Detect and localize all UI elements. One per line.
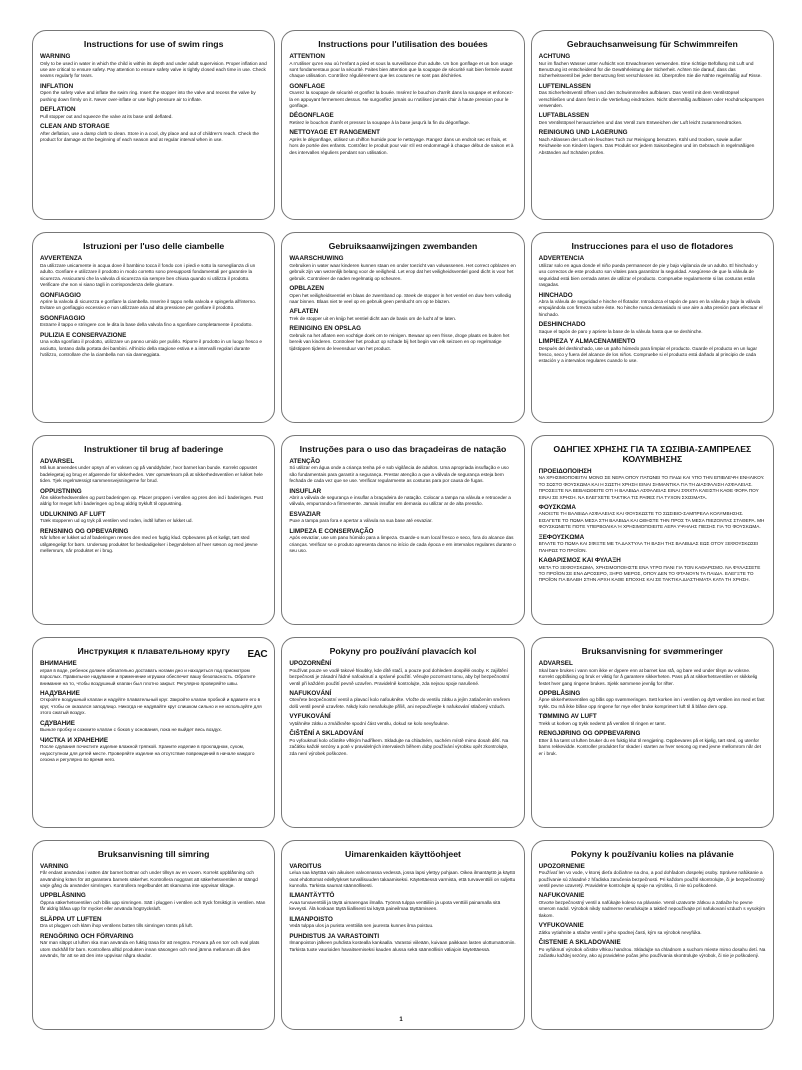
section-body: Zátku vytiahnite a stlačte ventil v jeho spodnej časti, kým sa výrobok nevyfúka. xyxy=(538,929,702,935)
section-body: Nur im flachen Wasser unter Aufsicht von Erwachsenen verwenden. Eine richtige Befüllung mit Luft und Benutzung ist entscheidend für die Gewährleistung der Sicherheit. Achten Sie darauf, dass das Sicherheitsventil bei jeder Benutzung fest verschlossen ist. Überprüfen Sie die Nähte regelmäßig auf Risse. xyxy=(538,60,762,79)
section-body: Må kun anvendes under opsyn af en voksen og på vanddybder, hvor barnet kan bunde. Korrekt oppustet badelegetøj og brug er afgørende for sikkerheden. Vær opmærksom på at sikkerhedsventilen er lukket hele tiden. Tjek regelmæssigt sammensvejsningerne for brud. xyxy=(40,465,263,484)
section-body: Používat pouze ve vodě takové hloubky, kde dítě stačí, a pouze pod dohledem dospělé osoby. K zajištění bezpečnosti je zásadní řádné nafouknutí a správné použití. Věnujte pozornost tomu, aby byl bezpečnostní ventil při každém použití pevně uzavřen. Pravidelně kontrolujte, zda nejsou spoje narušené. xyxy=(289,667,510,686)
section-heading: ADVARSEL xyxy=(538,660,573,668)
section-body: Una volta sgonfiato il prodotto, utilizzare un panno umido per pulirlo. Riporre il prodotto in un luogo fresco e asciutto, lontano dalla portata dei bambini. All'inizio della stagione estiva e a intervalli regolari durante l'utilizzo, controllare che la ciambella non sia danneggiata. xyxy=(40,339,263,358)
panel-header xyxy=(40,849,267,859)
panel-header xyxy=(539,444,766,464)
section-heading: NETTOYAGE ET RANGEMENT xyxy=(289,129,380,137)
section-body: Das Sicherheitsventil öffnen und den Schwimmreifen aufblasen. Das Ventil mit dem Ventilstöpsel verschließen und dann fest in die Vertiefung eindrücken. Nicht übermäßig aufblasen oder Hochdruckpumpen verwenden. xyxy=(538,90,765,109)
section-heading: LUFTEINLASSEN xyxy=(538,82,591,90)
section-heading: ATENÇÃO xyxy=(289,457,320,465)
section-heading: INSUFLAR xyxy=(289,487,322,495)
section-heading: VYFUKOVANIE xyxy=(538,922,584,930)
section-body: Aprire la valvola di sicurezza e gonfiare la ciambella. Inserire il tappo nella valvola e spingerla all'interno. Evitare un gonfiaggio eccessivo e non utilizzare aria ad alta pressione per gonfiare il prodotto. xyxy=(40,299,257,311)
section-heading: REINIGUNG UND LAGERUNG xyxy=(538,129,628,137)
section-heading: DESHINCHADO xyxy=(538,321,586,329)
section-body: Ouvrez la soupape de sécurité et gonflez la bouée. Insérez le bouchon d'arrêt dans la soupape et enfoncez-la en appuyant fermement dessus. Ne surgonflez jamais ou n'utilisez jamais d'air à haute pression pour le gonflage. xyxy=(289,90,514,109)
panel-header xyxy=(40,444,267,454)
section-heading: DÉGONFLAGE xyxy=(289,112,334,120)
section-heading: ADVARSEL xyxy=(40,457,75,465)
section-heading: DEFLATION xyxy=(40,106,76,114)
section-heading: OPPBLÅSING xyxy=(538,689,581,697)
section-heading: ČIŠTĚNÍ A SKLADOVÁNÍ xyxy=(289,730,364,738)
section-body: Só utilizar em água onde a criança tenha pé e sob vigilância de adultos. Uma apropriada insuflação e uso são fundamentais para garantir a segurança. Prestar atenção a que a válvula de segurança esteja bem fechada de cada vez que se use. Verificar regularmente as costuras para por causa de fugas. xyxy=(289,465,509,484)
section-body: Otvorte bezpečnostný ventil a nafúkajte koleso na plávanie. Ventil uzatvorte zátkou a zatlačte ho pevne smerom nadol. Výrobok nikdy nadmerne nenafukujte a taktiež nepoužívajte pri nafukovaní vzduch s vysokým tlakom. xyxy=(538,899,766,918)
section-heading: NAFUKOVANIE xyxy=(538,892,585,900)
section-body: Puxe a tampa para fora e apertar a válvula na sua base até esvaziar. xyxy=(289,518,433,524)
panel-title: ΟΔΗΓΙΕΣ ΧΡΗΣΗΣ ΓΙΑ ΤΑ ΣΩΣΙΒΙΑ-ΣΑΜΠΡΕΛΕΣ ΚΟΛΥΜΒΗΣΗΣ xyxy=(553,443,752,464)
panel-header xyxy=(289,646,516,656)
instruction-panel xyxy=(32,435,275,625)
section-body: Otevřete bezpečnostní ventil a plavací kolo nafoukněte. Vložte do ventilu zátku a jejím zatlačením směrem dolů ventil pevně uzavřete. Nikdy kolo nenafukujte příliš, ani nepoužívejte k nafukování stlačený vzduch. xyxy=(289,697,511,709)
section-body: När man släppt ut luften ska man använda en fuktig trasa för att rengöra. Förvara på en torr och sval plats utom räckhåll för barn. Kontrollera alltid produkten innan säsongen och med jämna mellanrum då den används, för att se att den inte uppvisar några skador. xyxy=(40,940,260,958)
section-body: Después del deshinchado, use un paño húmedo para limpiar el producto. Guarde el producto en un lugar fresco, seco y fuera del alcance de los niños. Compruebe si el producto está dañado al principio de cada estación y a intervalos regulares cuando lo use. xyxy=(538,345,758,364)
panel-header xyxy=(40,39,267,49)
panel-title: Gebruiksaanwijzingen zwembanden xyxy=(328,241,478,252)
panel-title: Pokyny pro používání plavacích kol xyxy=(329,646,477,657)
section-body: Vytáhněte zátku a zmáčkněte spodní část ventilu, dokud se kolo nevyfoukne. xyxy=(289,720,449,726)
instruction-panel xyxy=(32,840,275,1030)
instruction-panel xyxy=(281,840,524,1030)
section-body: Retirez le bouchon d'arrêt et pressez la soupape à la base jusqu'à la fin du dégonflage. xyxy=(289,119,470,125)
panel-header xyxy=(539,241,766,251)
section-body: ΒΓΑΛΤΕ ΤΟ ΠΩΜΑ ΚΑΙ ΣΦΙΞΤΕ ΜΕ ΤΑ ΔΑΧΤΥΛΑ ΤΗ ΒΑΣΗ ΤΗΣ ΒΑΛΒΙΔΑΣ ΕΩΣ ΟΤΟΥ ΞΕΦΟΥΣΚΩΣΕΙ ΠΛΗΡΩΣ ΤΟ ΠΡΟΪΟΝ. xyxy=(538,541,759,553)
instruction-panel xyxy=(531,435,774,625)
instruction-panel xyxy=(531,232,774,422)
section-heading: VAROITUS xyxy=(289,862,322,870)
section-heading: ATTENTION xyxy=(289,53,325,60)
section-body: Etter å ha tømt ut luften bruker du en fuktig klut til rengjøring. Oppbevares på et kjølig, tørt sted, og utenfor barns rekkevidde. Kontroller produktet for skader i starten av hver sesong og med jevne mellomrom når det er i bruk. xyxy=(538,737,761,756)
instruction-panel xyxy=(531,840,774,1030)
section-body: Abra la válvula de seguridad e hinche el flotador. Introduzca el tapón de paro en la válvula y baje la válvula empujándola con firmeza sobre éste. No hinche nunca demasiado ni use aire a alta presión para efectuar el hinchado. xyxy=(538,299,763,317)
section-body: Après le dégonflage, utilisez un chiffon humide pour le nettoyage. Rangez dans un endroit sec et frais, et hors de portée des enfants. Contrôlez le produit pour voir s'il est endommagé à chaque début de saison et à des intervalles réguliers pendant son utilisation. xyxy=(289,136,514,155)
section-body: Da utilizzare unicamente in acqua dove il bambino tocca il fondo con i piedi e sotto la sorveglianza di un adulto. Gonfiare e utilizzare il prodotto in modo corretto sono presupposti fondamentali per garantire la sicurezza. Assicurarsi che la valvola di sicurezza sia sempre ben chiusa quando si utilizza il prodotto. Verificare che non vi siano tagli in corrispondenza delle giunture. xyxy=(40,262,256,288)
panel-title: Bruksanvisning till simring xyxy=(97,848,210,859)
instruction-panel xyxy=(281,637,524,827)
section-body: A n'utiliser qu'en eau où l'enfant a pied et sous la surveillance d'un adulte. Un bon gonflage et un bon usage sont fondamentaux pour la sécurité. Faites bien attention que la soupape de sécurité soit bien fermée avant chaque utilisation. Contrôlez régulièrement que les coutures ne sont pas déchirées. xyxy=(289,60,513,79)
section-body: Avaa turvaventtiili ja täytä uimarengas ilmalla. Työnnä tulppa venttiiliin ja upota venttiili painamalla sitä keveysti. Älä koskaan täytä liiallisesti tai käytä paineilmaa täyttämiseen. xyxy=(289,899,501,912)
section-heading: REINIGING EN OPSLAG xyxy=(289,325,362,333)
section-heading: GONFLAGE xyxy=(289,82,326,90)
section-heading: UDLUKNING AF LUFT xyxy=(40,510,106,518)
section-body: Åbn sikkerhedsventilen og pust baderingen op. Placer proppen i ventilen og pres den ind i baderingen. Pust aldrig for meget luft i baderingen og brug aldrig trykluft til oppustning. xyxy=(40,495,264,507)
section-body: Používať len vo vode, v ktorej dieťa dočiahne na dno, a pod dohľadom dospelej osoby. Správne nafúkanie a používanie sú zásadné z hľadiska zaručenia bezpečnosti. Pri každom použití skontrolujte, či je bezpečnostný ventil pevne uzavretý. Pravidelne kontrolujte aj spoje na výrobku, či nie sú poškodené. xyxy=(538,870,765,888)
section-body: Ilmanpoiston jälkeen puhdista kostealla kankaalla. Varastoi viileään, kuivaan paikkaan lasten ulottumattomiin. Tarkista tuote vaurioiden havaitsemiseksi kauden alussa sekä säännöllisin väliajoin käytettäessä. xyxy=(289,940,516,952)
section-heading: UPPBLÅSNING xyxy=(40,892,86,900)
panel-title: Instructions pour l'utilisation des bouées xyxy=(318,39,488,49)
section-heading: NAFUKOVÁNÍ xyxy=(289,689,332,697)
panel-title: Istruzioni per l'uso delle ciambelle xyxy=(83,241,225,252)
panel-title: Uimarenkaiden käyttöohjeet xyxy=(345,848,461,859)
section-heading: LIMPEZA E CONSERVAÇÃO xyxy=(289,527,374,535)
section-heading: ILMANTÄYTTÖ xyxy=(289,892,335,900)
section-heading: INFLATION xyxy=(40,82,74,90)
panel-title: Pokyny k používaniu kolies na plávanie xyxy=(570,848,734,859)
panel-header xyxy=(539,646,766,656)
section-body: После сдувания почистите изделие влажной тряпкой. Храните изделие в прохладном, сухом, недоступном для детей месте. Проверяйте изделие на отсутствие повреждений в начале каждого сезона и регулярно во время него. xyxy=(40,744,255,762)
section-heading: WARNING xyxy=(40,53,71,60)
section-body: играя в воде, ребенок должен обязательно доставать ногами дно и находиться под присмотром взрослых. Правильное надувание и применение игрушки обеспечит вашу безопасность. Обратите внимание на то, чтобы воздушный клапан был плотно закрыт. Регулярно проверяйте швы. xyxy=(40,667,256,686)
section-heading: AFLATEN xyxy=(289,308,319,316)
section-heading: ESVAZIAR xyxy=(289,510,321,518)
section-body: Po vyfouknutí kolo očistěte vlhkým hadříkem. Skladujte na chladném, suchém místě mimo dosah dětí. Na začátku každé sezóny a poté v pravidelných intervalech během doby používání výrobku opět zkontrolujte, zda není výrobek poškozen. xyxy=(289,737,509,756)
panel-title: Инструкция к плавательному кругу xyxy=(77,646,230,657)
section-body: Når luften er lukket ud af baderingen renses den med en fugtig klud. Opbevares på et køligt, tørt sted utilgængeligt for børn. Undersøg produktet for beskadigelser i begyndelsen af hver sæson og med jævne mellemrum, når produktet er i brug. xyxy=(40,535,258,554)
section-body: Dra ut pluggen och kläm ihop ventilens botten tills simringen tömts på luft. xyxy=(40,923,193,929)
panel-title: Instruktioner til brug af baderinge xyxy=(84,443,224,454)
section-body: Saque el tapón de paro y apriete la base de la válvula hasta que se deshinche. xyxy=(538,328,703,334)
section-body: Trek de stopper uit en knijp het ventiel dicht aan de basis om de lucht af te laten. xyxy=(289,315,457,321)
panel-header xyxy=(539,849,766,859)
panel-title: Instruções para o uso das braçadeiras de natação xyxy=(299,443,507,454)
section-heading: СДУВАНИЕ xyxy=(40,719,75,727)
section-heading: VARNING xyxy=(40,862,69,870)
instruction-panel xyxy=(281,30,524,220)
section-heading: PUHDISTUS JA VARASTOINTI xyxy=(289,932,380,940)
section-heading: VYFUKOVÁNÍ xyxy=(289,713,331,721)
section-heading: ΠΡΟΕΙΔΟΠΟΙΗΣΗ xyxy=(538,467,592,475)
section-heading: AVVERTENZA xyxy=(40,255,83,263)
section-body: Po vyfúknutí výrobok očistite vlhkou handrou. Skladujte na chladnom a suchom mieste mimo dosahu detí. Na začiatku každej sezóny, ako aj pravidelne počas jeho používania skontrolujte výrobok, či nie je poškodený. xyxy=(538,946,766,958)
section-body: Åpne sikkerhetsventilen og blås opp svømmeringen. Sett korken inn i ventilen og dytt ventilen inn med et fast trykk. Du må ikke blåse opp ringene for mye eller bruke komprimert luft til å blåse dem opp. xyxy=(538,697,765,709)
instruction-panel xyxy=(281,232,524,422)
panel-header xyxy=(40,241,267,251)
section-heading: НАДУВАНИЕ xyxy=(40,689,80,697)
section-heading: ЧИСТКА И ХРАНЕНИЕ xyxy=(40,736,109,744)
instruction-panel xyxy=(531,30,774,220)
instruction-panel xyxy=(32,637,275,827)
section-body: Lelua saa käyttää vain aikuisen valvonnassa vedessä, jossa lapsi ylettyy pohjaan. Oikea ilmantäyttö ja käyttö ovat ehdottomat edellytykset turvallisuuden takaamiseksi. Käytettäessä varmista, että turvaventtiili on suljettu kunnolla. Tarkista saumat säännöllisesti. xyxy=(289,870,516,888)
panel-header xyxy=(289,849,516,859)
section-heading: ΦΟΥΣΚΩΜΑ xyxy=(538,503,576,511)
panel-header xyxy=(40,646,268,660)
section-body: Выньте пробку и сожмите клапан с боков у основания, пока не выйдет весь воздух. xyxy=(40,727,223,733)
section-heading: LIMPIEZA Y ALMACENAMIENTO xyxy=(538,338,636,346)
section-body: Træk stopperen ud og tryk på ventilen ved roden, indtil luften er lukket ud. xyxy=(40,518,193,524)
section-heading: OPBLAZEN xyxy=(289,285,324,293)
section-body: After deflation, use a damp cloth to clean. Store in a cool, dry place and out of children's reach. Check the product for damage at the beginning of each season and at regular interval when in use. xyxy=(40,130,259,142)
section-body: Gebruik na het aflaten een vochtige doek om te reinigen. Bewaar op een frisse, droge plaats en buiten het bereik van kinderen. Controleer het product op schade bij het begin van elk seizoen en op regelmatige tijdstippen tijdens de levensduur van het product. xyxy=(289,332,510,351)
section-heading: ILMANPOISTO xyxy=(289,915,333,923)
instruction-panel xyxy=(32,30,275,220)
section-heading: GONFIAGGIO xyxy=(40,291,81,299)
section-heading: ČISTENIE A SKLADOVANIE xyxy=(538,938,621,946)
section-heading: ΚΑΘΑΡΙΣΜΟΣ ΚΑΙ ΦΥΛΑΞΗ xyxy=(538,556,621,564)
section-body: Utilizar solo en agua donde el niño pueda permanecer de pie y bajo vigilancia de un adulto. El hinchado y uso correctos de este producto son vitales para garantizar la seguridad. Asegúrese de que la válvula de seguridad está bien cerrada antes de utilizar el producto. Compruebe regularmente si las costuras están rasgadas. xyxy=(538,262,758,288)
section-body: Den Ventilstöpsel herausziehen und das Ventil zum Entweichen der Luft leicht zusammendrücken. xyxy=(538,119,743,125)
section-heading: TØMMING AV LUFT xyxy=(538,713,597,721)
panel-header xyxy=(539,39,766,49)
section-heading: RENGJØRING OG OPPBEVARING xyxy=(538,730,641,738)
section-body: Vedä tulppa ulos ja purista venttiiliä sen juuresta kunnes ilma poistuu. xyxy=(289,923,434,929)
section-heading: HINCHADO xyxy=(538,291,573,299)
section-heading: ADVERTENCIA xyxy=(538,255,585,263)
section-heading: LUFTABLASSEN xyxy=(538,112,589,120)
section-body: Pull stopper out and squeeze the valve at its base until deflated. xyxy=(40,113,173,119)
panel-header xyxy=(289,444,516,454)
section-heading: SGONFIAGGIO xyxy=(40,314,86,322)
panel-header xyxy=(289,39,516,49)
section-heading: WAARSCHUWING xyxy=(289,255,344,263)
section-heading: CLEAN AND STORAGE xyxy=(40,122,110,130)
section-body: Only to be used in water in which the child is within its depth and under adult supervision. Proper inflation and use are critical to ensure safety. Pay attention to ensure safety valve is tightly closed each time in use. Check seams regularly for tears. xyxy=(40,60,267,79)
section-heading: ВНИМАНИЕ xyxy=(40,660,77,668)
section-body: Abrir a válvula de segurança e insuflar a braçadeira de natação. Colocar a tampa na válvula e retroceder a válvula, empurrando-a firmemente. Jamais insuflar em demasia ou utilizar ar de alta pressão. xyxy=(289,495,511,507)
section-body: Nach Ablassen der Luft ein feuchtes Tuch zur Reinigung benutzen. Kühl und trocken, sowie außer Reichweite von Kindern lagern. Das Produkt vor jedem Saisonbeginn und im Gebrauch in regelmäßigen Abständen auf Schäden prüfen. xyxy=(538,136,755,155)
eac-mark-icon: EAC xyxy=(247,648,268,660)
panel-title: Bruksanvisning for svømmeringer xyxy=(581,646,724,657)
section-body: Estrarre il tappo e stringere con le dita la base della valvola fino a sgonfiare completamente il prodotto. xyxy=(40,322,253,328)
page-number: 1 xyxy=(399,1017,403,1023)
section-heading: UPOZORNENIE xyxy=(538,862,585,870)
section-heading: RENGÖRING OCH FÖRVARING xyxy=(40,932,134,940)
section-heading: ACHTUNG xyxy=(538,53,571,60)
section-heading: UPOZORNĚNÍ xyxy=(289,660,332,668)
section-body: Open the safety valve and inflate the swim ring. Insert the stopper into the valve and recess the valve by pushing down firmly on it. Never over-inflate or use high pressure air to inflate. xyxy=(40,90,256,102)
section-body: Gebruiken in water waar kinderen kunnen staan en onder toezicht van volwassenen. Het correct opblazen en gebruik zijn van wezenlijk belang voor de veiligheid. Let erop dat het veiligheidsventiel goed dicht is voor het gebruik. Controleer de naden regelmatig op scheuren. xyxy=(289,262,516,281)
panel-title: Instrucciones para el uso de flotadores xyxy=(571,241,734,252)
section-heading: PULIZIA E CONSERVAZIONE xyxy=(40,331,127,339)
panel-grid xyxy=(32,30,774,1030)
section-heading: RENSNING OG OPBEVARING xyxy=(40,527,129,535)
section-heading: ΞΕΦΟΥΣΚΩΜΑ xyxy=(538,533,585,541)
panel-header xyxy=(289,241,516,251)
section-body: Trekk ut korken og trykk nederst på ventilen til ringen er tømt. xyxy=(538,720,666,726)
section-body: Open het veiligheidsventiel en blaas de zwemband op. Steek de stopper in het ventiel en duw hem volledig naar binnen. Blaas niet te veel op en gebruik geen perslucht om op te blazen. xyxy=(289,292,512,305)
section-body: ΝΑ ΧΡΗΣΙΜΟΠΟΙΕΙΤΑΙ ΜΟΝΟ ΣΕ ΝΕΡΑ ΟΠΟΥ ΠΑΤΩΝΕΙ ΤΟ ΠΑΙΔΙ ΚΑΙ ΥΠΟ ΤΗΝ ΕΠΙΒΛΕΨΗ ΕΝΗΛΙΚΟΥ. ΤΟ ΣΩΣΤΟ ΦΟΥΣΚΩΜΑ ΚΑΙ Η ΣΩΣΤΗ ΧΡΗΣΗ ΕΙΝΑΙ ΣΗΜΑΝΤΙΚΑ ΓΙΑ ΤΗ ΔΙΑΣΦΑΛΙΣΗ ΑΣΦΑΛΕΙΑΣ. ΠΡΟΣΕΞΤΕ ΝΑ ΒΕΒΑΙΩΘΕΙΤΕ ΟΤΙ Η ΒΑΛΒΙΔΑ ΑΣΦΑΛΕΙΑΣ ΕΙΝΑΙ ΣΦΙΧΤΑ ΚΛΕΙΣΤΗ ΚΑΘΕ ΦΟΡΑ ΠΟΥ ΕΙΝΑΙ ΣΕ ΧΡΗΣΗ. ΝΑ ΕΛΕΓΧΕΤΕ ΤΑΚΤΙΚΑ ΤΙΣ ΡΑΦΕΣ ΓΙΑ ΤΥΧΟΝ ΣΧΙΣΙΜΑΤΑ. xyxy=(538,475,765,500)
instruction-panel xyxy=(531,637,774,827)
section-body: ΑΝΟΙΞΤΕ ΤΗ ΒΑΛΒΙΔΑ ΑΣΦΑΛΕΙΑΣ ΚΑΙ ΦΟΥΣΚΩΣΤΕ ΤΟ ΣΩΣΙΒΙΟ-ΣΑΜΠΡΕΛΑ ΚΟΛΥΜΒΗΣΗΣ. ΕΙΣΑΓΕΤΕ ΤΟ ΠΩΜΑ ΜΕΣΑ ΣΤΗ ΒΑΛΒΙΔΑ ΚΑΙ ΩΘΗΣΤΕ ΤΗΝ ΠΡΟΣ ΤΑ ΜΕΣΑ ΠΙΕΖΟΝΤΑΣ ΣΤΑΘΕΡΑ. ΜΗ ΦΟΥΣΚΩΝΕΤΕ ΠΟΤΕ ΥΠΕΡΒΟΛΙΚΑ Ή ΧΡΗΣΙΜΟΠΟΙΕΙΤΕ ΑΕΡΑ ΥΨΗΛΗΣ ΠΙΕΣΗΣ ΓΙΑ ΤΟ ΦΟΥΣΚΩΜΑ. xyxy=(538,511,765,530)
instruction-panel xyxy=(281,435,524,625)
section-body: ΜΕΤΑ ΤΟ ΞΕΦΟΥΣΚΩΜΑ, ΧΡΗΣΙΜΟΠΟΙΗΣΤΕ ΕΝΑ ΥΓΡΟ ΠΑΝΙ ΓΙΑ ΤΟΝ ΚΑΘΑΡΙΣΜΟ. ΝΑ ΦΥΛΑΣΣΕΤΕ ΤΟ ΠΡΟΪΟΝ ΣΕ ΕΝΑ ΔΡΟΣΕΡΟ, ΞΗΡΟ ΜΕΡΟΣ, ΟΠΟΥ ΔΕΝ ΤΟ ΦΤΑΝΟΥΝ ΤΑ ΠΑΙΔΙΑ. ΕΛΕΓΞΤΕ ΤΟ ΠΡΟΪΟΝ ΓΙΑ ΒΛΑΒΗ ΣΤΗΝ ΑΡΧΗ ΚΑΘΕ ΕΠΟΧΗΣ ΚΑΙ ΣΕ ΤΑΚΤΙΚΑ ΔΙΑΣΤΗΜΑΤΑ ΚΑΤΑ ΤΗ ΧΡΗΣΗ. xyxy=(538,564,761,583)
section-heading: OPPUSTNING xyxy=(40,487,82,495)
section-heading: SLÄPPA UT LUFTEN xyxy=(40,915,102,923)
section-body: Após esvaziar, use um pano húmido para a limpeza. Guarde-o num local fresco e seco, fora do alcance das crianças. Verificar se o produto apresenta danos no início de cada época e em intervalos regulares durante o seu uso. xyxy=(289,535,516,554)
panel-title: Instructions for use of swim rings xyxy=(83,39,224,49)
instruction-panel xyxy=(32,232,275,422)
section-body: Skal bare brukes i vann som ikke er dypere enn at barnet kan stå, og bare ved under tilsyn av voksne. Korrekt oppblåsing og bruk er viktig for å garantere sikkerheten. Pass på at sikkerhetsventilen er skikkelig festet hver gang ringene brukes. Sjekk sømmene jevnlig for rifter. xyxy=(538,667,758,686)
section-body: Откройте воздушный клапан и надуйте плавательный круг. Закройте клапан пробкой и вдавите его в круг, чтобы он оказался заподлицо. Никогда не надувайте круг слишком сильно и не используйте для этого сжатый воздух. xyxy=(40,697,262,716)
section-body: Får endast användas i vatten där barnet bottnar och under tillsyn av en vuxen. Korrekt uppblåsning och användning krävs för att garantera barnets säkerhet. Kontrollera noggrant att säkerhetsventilen är stängd varje gång du använder simringen. Kontrollera regelbundet att skarvarna inte uppvisar slitage. xyxy=(40,870,258,888)
panel-title: Gebrauchsanweisung für Schwimmreifen xyxy=(566,39,738,49)
section-body: Öppna säkerhetsventilen och blås upp simringen. Sätt i pluggen i ventilen och tryck försiktigt in ventilen. Man får aldrig blåsa upp för mycket eller använda högtrycksluft. xyxy=(40,899,266,912)
